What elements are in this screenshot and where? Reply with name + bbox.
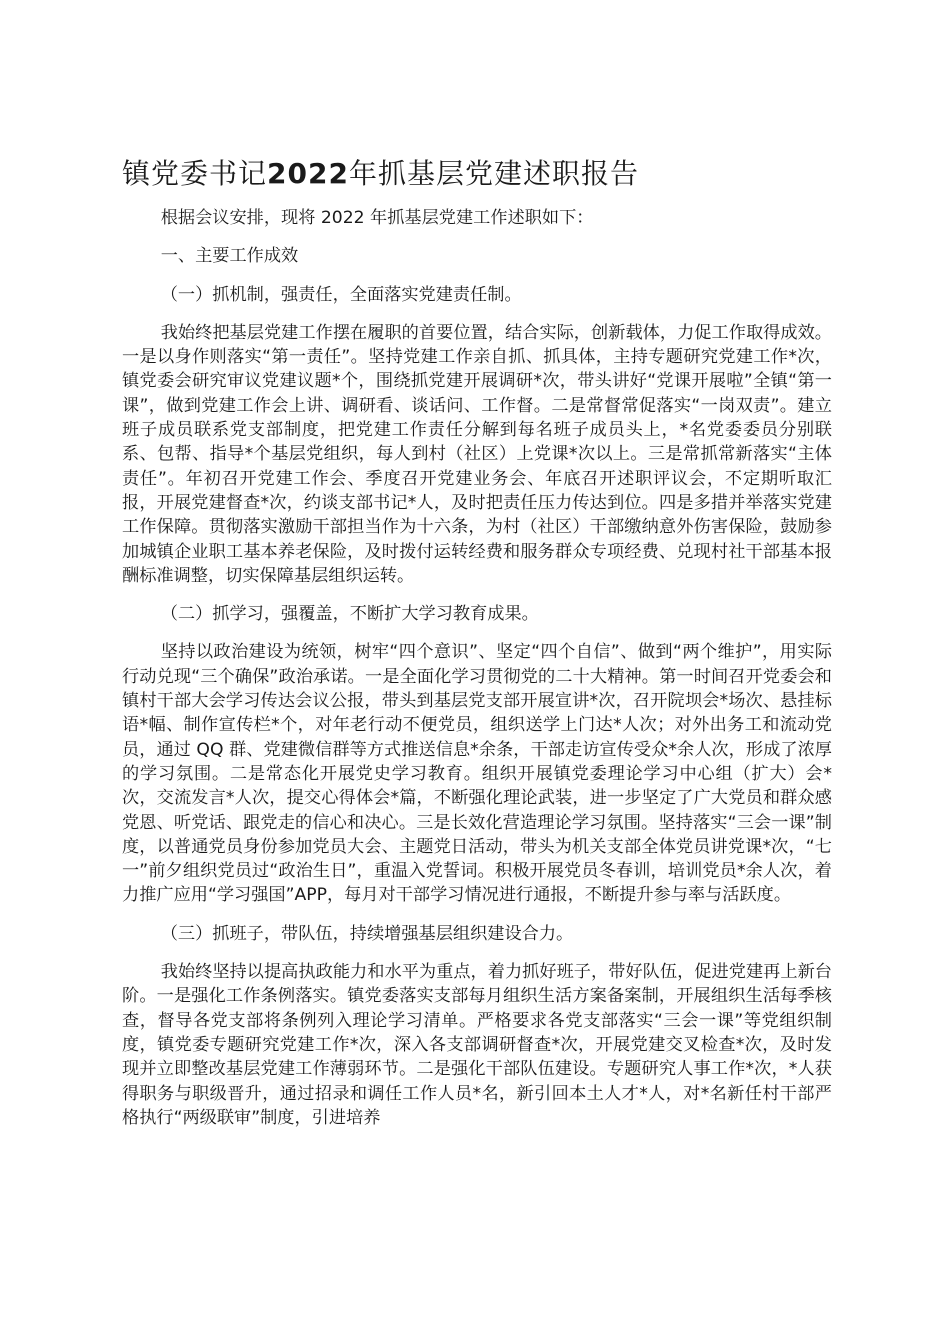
title-prefix: 镇党委书记 [122, 157, 268, 190]
subsection-heading-mechanism: （一）抓机制，强责任，全面落实党建责任制。 [160, 284, 522, 305]
intro-paragraph: 根据会议安排，现将 2022 年抓基层党建工作述职如下： [160, 208, 594, 228]
document-title [122, 152, 842, 196]
paragraph-study: 坚持以政治建设为统领，树牢“四个意识”、坚定“四个自信”、做到“两个维护”，用实际行动兑现“三个确保”政治承诺。一是全面化学习贯彻党的二十大精神。第一时间召开党委会和镇村干部大会学习传达会议公报，带头到基层党支部开展宣讲*次，召开院坝会*场次、悬挂标语*幅、制作宣传栏*个，对年老行动不便党员，组织送学上门达*人次；对外出务工和流动党员，通过 QQ 群、党建微信群等方式推送信息*余条，干部走访宣传受众*余人次，形成了浓厚的学习氛围。二是常态化开展党史学习教育。组织开展镇党委理论学习中心组（扩大）会*次，交流发言*人次，提交心得体会*篇，不断强化理论武装，进一步坚定了广大党员和群众感党恩、听党话、跟党走的信心和决心。三是长效化营造理论学习氛围。坚持落实“三会一课”制度，以普通党员身份参加党员大会、主题党日活动，带头为机关支部全体党员讲党课*次，“七一”前夕组织党员过“政治生日”，重温入党誓词。积极开展党员冬春训，培训党员*余人次，着力推广应用“学习强国”APP，每月对干部学习情况进行通报，不断提升参与率与活跃度。 [122, 642, 832, 906]
section-heading-main-achievements: 一、主要工作成效 [160, 246, 299, 267]
paragraph-team: 我始终坚持以提高执政能力和水平为重点，着力抓好班子，带好队伍，促进党建再上新台阶。一是强化工作条例落实。镇党委落实支部每月组织生活方案备案制，开展组织生活每季核查，督导各党支部将条例列入理论学习清单。严格要求各党支部落实“三会一课”等党组织制度，镇党委专题研究党建工作*次，深入各支部调研督查*次，开展党建交叉检查*次，及时发现并立即整改基层党建工作薄弱环节。二是强化干部队伍建设。专题研究人事工作*次，*人获得职务与职级晋升，通过招录和调任工作人员*名，新引回本土人才*人，对*名新任村干部严格执行“两级联审”制度，引进培养 [122, 962, 832, 1128]
subsection-heading-team: （三）抓班子，带队伍，持续增强基层组织建设合力。 [160, 923, 574, 944]
document-body [122, 206, 832, 1144]
title-year: 2022 [267, 157, 349, 190]
title-suffix: 年抓基层党建述职报告 [348, 157, 639, 190]
subsection-heading-study: （二）抓学习，强覆盖，不断扩大学习教育成果。 [160, 604, 539, 625]
paragraph-mechanism: 我始终把基层党建工作摆在履职的首要位置，结合实际，创新载体，力促工作取得成效。一是以身作则落实“第一责任”。坚持党建工作亲自抓、抓具体，主持专题研究党建工作*次，镇党委会研究审议党建议题*个，围绕抓党建开展调研*次，带头讲好“党课开展啦”全镇“第一课”，做到党建工作会上讲、调研看、谈话问、工作督。二是常督常促落实“一岗双责”。建立班子成员联系党支部制度，把党建工作责任分解到每名班子成员头上，*名党委委员分别联系、包帮、指导*个基层党组织，每人到村（社区）上党课*次以上。三是常抓常新落实“主体责任”。年初召开党建工作会、季度召开党建业务会、年底召开述职评议会，不定期听取汇报，开展党建督查*次，约谈支部书记*人，及时把责任压力传达到位。四是多措并举落实党建工作保障。贯彻落实激励干部担当作为十六条，为村（社区）干部缴纳意外伤害保险，鼓励参加城镇企业职工基本养老保险，及时拨付运转经费和服务群众专项经费、兑现村社干部基本报酬标准调整，切实保障基层组织运转。 [122, 322, 832, 586]
